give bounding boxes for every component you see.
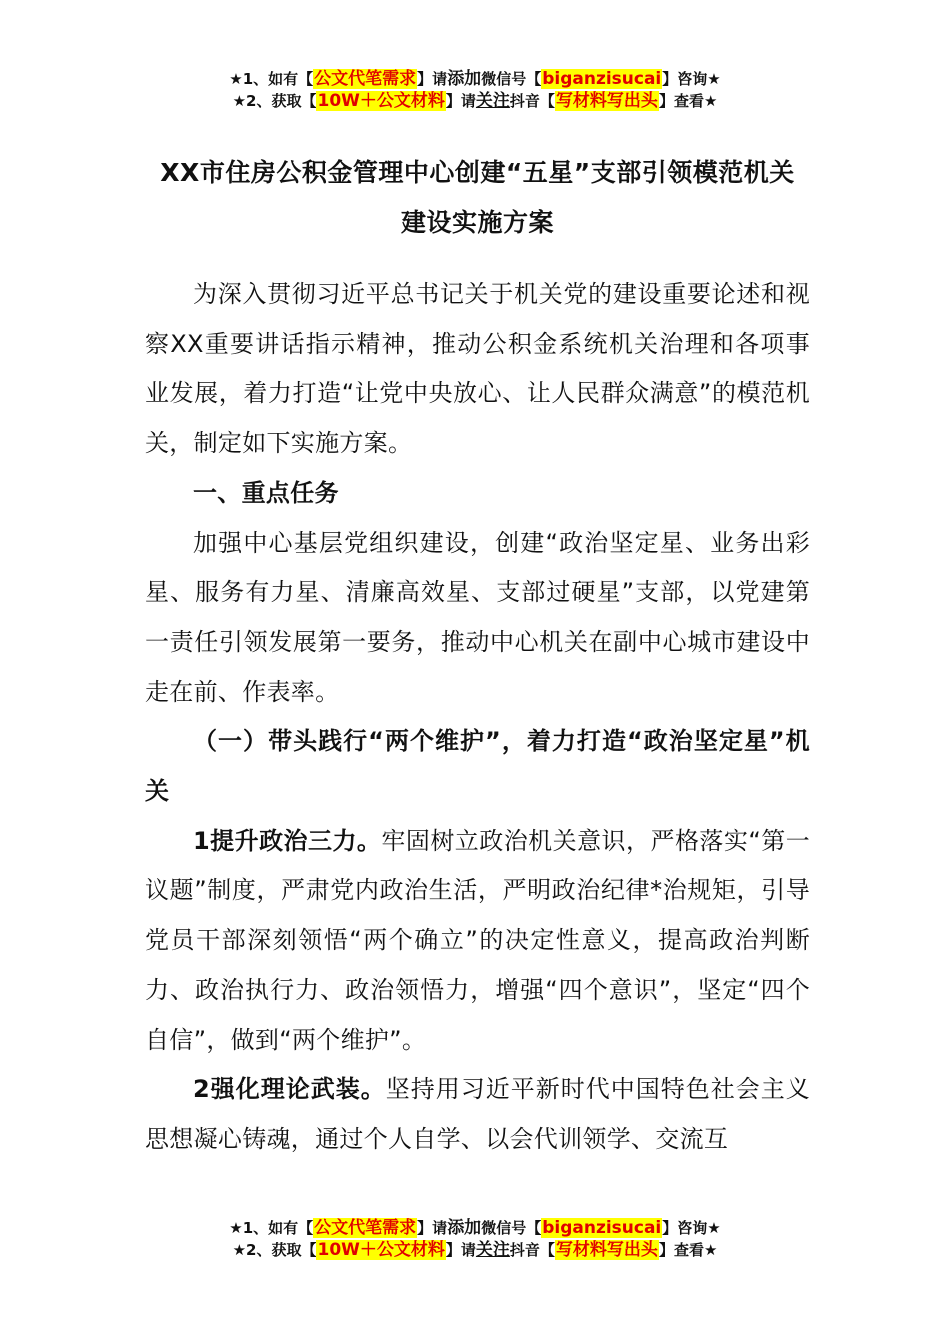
- item-text: 坚持用习近平新时代中国特色社会主义思想凝心铸魂，通过个人自学、以会代训领学、交流互: [145, 1075, 810, 1153]
- banner-text: 】请: [445, 1241, 476, 1259]
- banner-text: 抖音【: [509, 92, 555, 110]
- banner-underline: 关注: [475, 91, 510, 111]
- banner-text: 】查看★: [658, 1241, 718, 1259]
- title-line-1: XX市住房公积金管理中心创建“五星”支部引领模范机关: [160, 158, 795, 187]
- intro-paragraph: 为深入贯彻习近平总书记关于机关党的建设重要论述和视察XX重要讲话指示精神，推动公积金系统机关治理和各项事业发展，着力打造“让党中央放心、让人民群众满意”的模范机关，制定如下实施方案。: [145, 280, 810, 458]
- banner-text: 】咨询★: [662, 70, 721, 88]
- banner-text: ★2、获取【: [232, 1241, 317, 1259]
- banner-highlight: 公文代笔需求: [314, 1218, 417, 1238]
- banner-highlight: biganzisucai: [542, 1218, 662, 1238]
- banner-text: 】咨询★: [662, 1219, 721, 1237]
- banner-text: ★1、如有【: [229, 1219, 314, 1237]
- banner-text: 微信号【: [481, 1219, 542, 1237]
- item-lead: 1提升政治三力。: [193, 826, 382, 855]
- banner-text: 】请: [445, 92, 476, 110]
- banner-highlight: biganzisucai: [542, 69, 662, 89]
- item-lead: 2强化理论武装。: [193, 1075, 386, 1104]
- subsection-heading: （一）带头践行“两个维护”，着力打造“政治坚定星”机关: [145, 727, 810, 806]
- banner-text: 】请: [417, 70, 448, 88]
- banner-text: 微信号【: [481, 70, 542, 88]
- item-paragraph-1: [145, 817, 810, 1066]
- document-title: [145, 148, 810, 248]
- banner-text: ★2、获取【: [232, 92, 317, 110]
- section-paragraph: 加强中心基层党组织建设，创建“政治坚定星、业务出彩星、服务有力星、清廉高效星、支部过硬星”支部，以党建第一责任引领发展第一要务，推动中心机关在副中心城市建设中走在前、作表率。: [145, 528, 810, 706]
- banner-highlight: 公文代笔需求: [314, 69, 417, 89]
- banner-line-2: [0, 1239, 950, 1261]
- banner-highlight: 10W＋公文材料: [317, 91, 445, 111]
- document-body: [145, 148, 810, 1165]
- item-text: 牢固树立政治机关意识，严格落实“第一议题”制度，严肃党内政治生活，严明政治纪律*治规矩，引导党员干部深刻领悟“两个确立”的决定性意义，提高政治判断力、政治执行力、政治领悟力，增强“四个意识”，坚定“四个自信”，做到“两个维护”。: [145, 826, 810, 1054]
- section-heading: 一、重点任务: [193, 478, 339, 507]
- footer-banner: [0, 1217, 950, 1261]
- banner-line-2: [0, 90, 950, 112]
- banner-text: 】查看★: [658, 92, 718, 110]
- banner-text: 抖音【: [509, 1241, 555, 1259]
- banner-emphasis: 添加: [447, 69, 482, 89]
- banner-line-1: [0, 1217, 950, 1239]
- item-paragraph-2: [145, 1065, 810, 1164]
- header-banner: [0, 68, 950, 112]
- title-line-2: 建设实施方案: [400, 208, 554, 237]
- banner-line-1: [0, 68, 950, 90]
- banner-highlight: 写材料写出头: [555, 91, 658, 111]
- banner-text: 】请: [417, 1219, 448, 1237]
- banner-underline: 关注: [475, 1240, 510, 1260]
- banner-highlight: 10W＋公文材料: [317, 1240, 445, 1260]
- banner-emphasis: 添加: [447, 1218, 482, 1238]
- banner-highlight: 写材料写出头: [555, 1240, 658, 1260]
- banner-text: ★1、如有【: [229, 70, 314, 88]
